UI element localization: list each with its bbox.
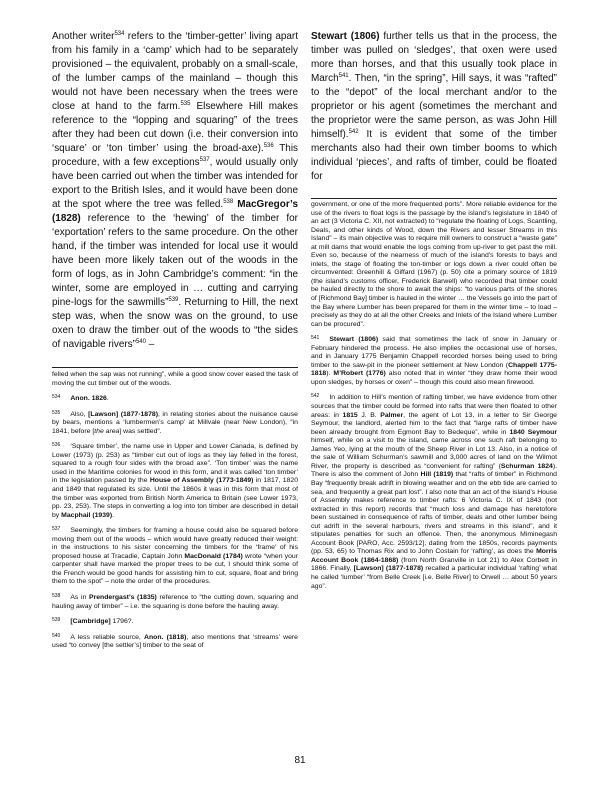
footnote [52, 525, 298, 587]
text-run: ‘Square timber’, the name use in Upper and Lower Canada, is defined by Lower (1973) (p. 253) as “timber cut out of logs as they lay felled in the forest, squared to a rough four sides with the broad axe”. ‘Ton timber’ was the name used in the Maritime colonies for wood in this form, and it was called ‘ton timber’ in the legislation passed by the [52, 443, 298, 485]
right-column [311, 30, 557, 596]
text-run: , would usually only have been carried out when the timber was intended for export to the British Isles, and it would have been done at the spot where the tree was felled. [52, 157, 298, 210]
footnote-separator [311, 198, 557, 199]
bold-citation: House of Assembly (1773-1849) [149, 477, 254, 485]
text-run: , the agent of Lot 13, in a letter to Sir George Seymour, the landlord, alerted him to the fact that “large rafts of timber have been already brought from Egmont Bay to Bedeque”, while in [311, 411, 557, 436]
footnote-reference: 537 [199, 157, 210, 163]
bold-citation: [Lawson] (1877-1878) [88, 410, 158, 418]
footnote-reference: 539 [168, 297, 179, 303]
text-run: In addition to Hill’s mention of rafting timber, we have evidence from other sources that the timber could be formed into rafts that were then floated to other areas: in [311, 394, 557, 419]
bold-citation: Hill (1819) [420, 471, 454, 479]
footnote-number: 542 [311, 393, 320, 400]
text-run: As in [70, 594, 89, 602]
text-run: , also mentions that ‘streams’ were used “to convey [the settler’s] timber to the seat of [52, 633, 298, 650]
footnote-reference: 538 [223, 199, 234, 205]
footnote-reference: 540 [135, 339, 146, 345]
footnote-number: 537 [52, 526, 61, 533]
text-run: It is evident that some of the timber merchants also had their own timber booms to which individual ‘pieces’, and rafts of timber, could be floated for [311, 129, 557, 182]
footnote-number: 534 [52, 394, 61, 401]
italic-text: the area [94, 427, 120, 435]
bold-citation: Anon. (1818) [144, 633, 187, 641]
footnote [311, 201, 557, 329]
text-run: (from North Granville in Lot 21) to Alex Corbett in 1866. Finally, [311, 556, 557, 573]
right-footnotes [311, 201, 557, 591]
text-run: felled when the sap was not running”, while a good snow cover eased the task of moving the cut timber out of the woods. [52, 371, 298, 387]
footnote [52, 409, 298, 437]
text-run: 1796?. [110, 618, 134, 626]
text-run: refers to the ‘timber-getter’ living apart from his family in a ‘camp’ which had to be separately provisioned – the equivalent, probably on a small-scale, of the lumber camps of the mainland – though this would not have been necessary when the trees were close at hand to the farm. [52, 31, 298, 112]
text-run: recalled a particular individual ‘rafting’ what he called ‘lumber’ “from Belle Creek [i.e. Belle River] to Orwell … about 50 years ago”. [311, 565, 557, 590]
text-run: in 1817, 1820 and 1849 that regulated its size. Until the 1860s it was in this form that most of the timber was exported from British North America to Britain (see Lower 1973, pp. 23, 253). The steps in converting a log into ton timber are described in detail by [52, 477, 298, 519]
text-run: ). [326, 370, 334, 378]
text-run: J. B. [357, 411, 381, 419]
bold-citation: [Cambridge] [70, 618, 111, 626]
text-run: Seemingly, the timbers for framing a house could also be squared before moving them out of the woods – which would have greatly reduced their weight: in the instructions to his sister concerning the timbers for the ‘frame’ of his proposed house at Tracadie, Captain John [52, 527, 298, 560]
left-column [52, 30, 298, 656]
text-run: wrote “when your carpenter shall have marked the proper trees to be cut, I should think some of the French would be good hands for assisting him to cut, square, float and bring them to the spot” – note the order of the procedures. [52, 552, 298, 586]
bold-citation: Macphail (1939) [61, 511, 113, 519]
footnote [311, 334, 557, 387]
footnote-number: 541 [311, 335, 320, 342]
text-run: ] was settled”. [119, 427, 162, 435]
footnote-reference: 536 [263, 143, 274, 149]
footnote-reference: 535 [180, 101, 191, 107]
text-run: A less reliable source, [70, 633, 145, 641]
footnote [52, 371, 298, 388]
text-run: government, or one of the more frequented ports”. More reliable evidence for the use of the rivers to float logs is the passage by the island’s legislature in 1840 of an act (3 Victoria C. XII, not extracted) to “regulate the floating of Logs, Scantling, Deals, and other kinds of Wood, down the Rivers and lesser Streams in this Island” – its main objective was to require mill owners to construct a “waste gate” at mill dams that would enable the logs coming from up-river to get past the mill. Even so, because of the nearness of much of the island’s forests to bays and inlets, the stage of floating the ton-timber or logs down a river could often be circumvented: Greenhill & Giffard (1967) (p. 50) cite a primary source of 1819 (the island’s customs officer, Frederick Barwell) who recorded that timber could be hauled directly to the shore to await the ships: “to various parts of the shores of [Richmond Bay] timber is hauled in the winter … the Vessels go into the part of the Bay where Lumber has been prepared for them in the winter time – to load – precisely as they do at all the other Creeks and Inlets of the Island where Lumber can be procured”. [311, 201, 558, 328]
text-run: ). There is also the comment of John [311, 462, 557, 479]
text-run: This procedure, with a few exceptions [52, 143, 298, 168]
text-run: – [145, 339, 155, 350]
text-run: reference to the ‘hewing’ of the timber for ‘exportation’ refers to the same procedure. On the other hand, if the timber was intended for local use it would have been more likely taken out of the woods in the form of logs, as in John Cambridge’s comment: “in the winter, some are employed in … cutting and carrying pine-logs for the sawmills” [52, 213, 298, 308]
text-run: . [112, 511, 115, 519]
bold-citation: Chappell 1775-1818 [311, 361, 557, 378]
text-run: , in relating stories about the nuisance cause by bears, mentions a ‘lumbermen’s camp’ at Millvale (near New London), “in 1841, before [ [52, 410, 298, 435]
bold-citation: Morris Account Book (1864-1868) [311, 548, 557, 564]
footnote-number: 535 [52, 409, 61, 416]
footnote-number: 540 [52, 632, 61, 639]
bold-citation: 1840 Seymour [509, 428, 557, 436]
page-number: 81 [294, 755, 306, 766]
footnote-reference: 534 [114, 31, 125, 37]
footnote-number: 536 [52, 442, 61, 449]
footnote [52, 592, 298, 611]
bold-citation: Schurman 1824 [500, 462, 553, 470]
left-footnotes [52, 371, 298, 651]
footnote [311, 392, 557, 591]
footnote-reference: 542 [348, 129, 359, 135]
text-run: Elsewhere Hill makes reference to the “lopping and squaring” of the trees after they had been cut down (i.e. their conversion into ‘square’ or ‘ton timber’ using the broad-axe). [52, 101, 299, 154]
bold-citation: Stewart (1806) [329, 336, 379, 344]
footnote [52, 632, 298, 651]
bold-citation: Anon. 1826 [70, 395, 107, 403]
right-body-text [311, 30, 557, 184]
text-run: reference to “the cutting down, squaring and hauling away of timber” – i.e. the squaring is done before the hauling away. [52, 594, 299, 610]
text-run: . Then, “in the spring”, Hill says, it was “rafted” to the “depot” of the local merchant and/or to the proprietor or his agent (sometimes the merchant and the proprietor were the same person, as was John Hill himself). [311, 73, 557, 140]
bold-citation: MacDonald (1784) [184, 552, 243, 560]
footnote-separator [52, 367, 298, 368]
footnote-number: 538 [52, 593, 61, 600]
bold-citation: 1815 [342, 411, 358, 419]
footnote [52, 616, 298, 627]
bold-citation: [Lawson] (1877-1878) [353, 565, 424, 573]
text-run: Another writer [52, 31, 115, 42]
text-run: further tells us that in the process, the timber was pulled on ‘sledges’, that oxen were used more than horses, and that this usually took place in March [311, 31, 557, 84]
text-run: . Returning to Hill, the next step was, when the snow was on the ground, to use oxen to draw the timber out of the woods to “the sides of navigable rivers” [52, 297, 298, 350]
bold-citation: Palmer [380, 411, 404, 419]
footnote [52, 441, 298, 520]
text-run: himself, while on a visit to the island, came across one such raft belonging to James Yeo, lying at the mouth of the Sheep River in Lot 13. Also, in a notice of the sale of William Schurman’s sawmill and 3,000 acres of land on the Wilmot River, the property is described as “convenient for rafting” ( [311, 437, 557, 470]
text-run: said that sometimes the lack of snow in January or February hindered the process. He also implies the occasional use of horses, and in January 1775 Benjamin Chappell recorded horses being used to bring timber to the saw-pit in the pioneer settlement at New London ( [311, 336, 558, 369]
bold-citation: MacGregor’s (1828) [52, 199, 298, 224]
left-body-text [52, 30, 298, 352]
footnote-reference: 541 [338, 73, 349, 79]
footnote-number: 539 [52, 617, 61, 624]
text-run: . [106, 395, 109, 403]
footnote [52, 393, 298, 404]
bold-citation: Prendergast’s (1835) [89, 594, 157, 602]
text-run: that “rafts of timber” in Richmond Bay “frequently break adrift in blowing weather and on the ebb tide are carried to sea, and frequently a great part lost”. I also note that an act of the island’s House of Assembly makes reference to timber rafts: 6 Victoria C. IX of 1843 (not extracted in this report) records that “much loss and damage has heretofore been sustained in consequence of rafts of timber, deals and other lumber being cut adrift in the several harbours, rivers and streams in this island”, and it stipulates penalties for such an offence. Then, the anonymous Miminegash Account Book [PARO, Acc. 2593/12], dating from the 1850s, records payments (pp. 53, 65) to Thomas Rix and to John Costain for ‘rafting’, as does the [311, 471, 557, 556]
bold-citation: M’Robert (1776) [333, 370, 386, 378]
text-run: also noted that in winter “they draw home their wood upon sledges, by horses or oxen” – though this could also mean firewood. [311, 370, 557, 386]
text-run: Also, [70, 410, 89, 418]
bold-citation: Stewart (1806) [311, 31, 380, 42]
